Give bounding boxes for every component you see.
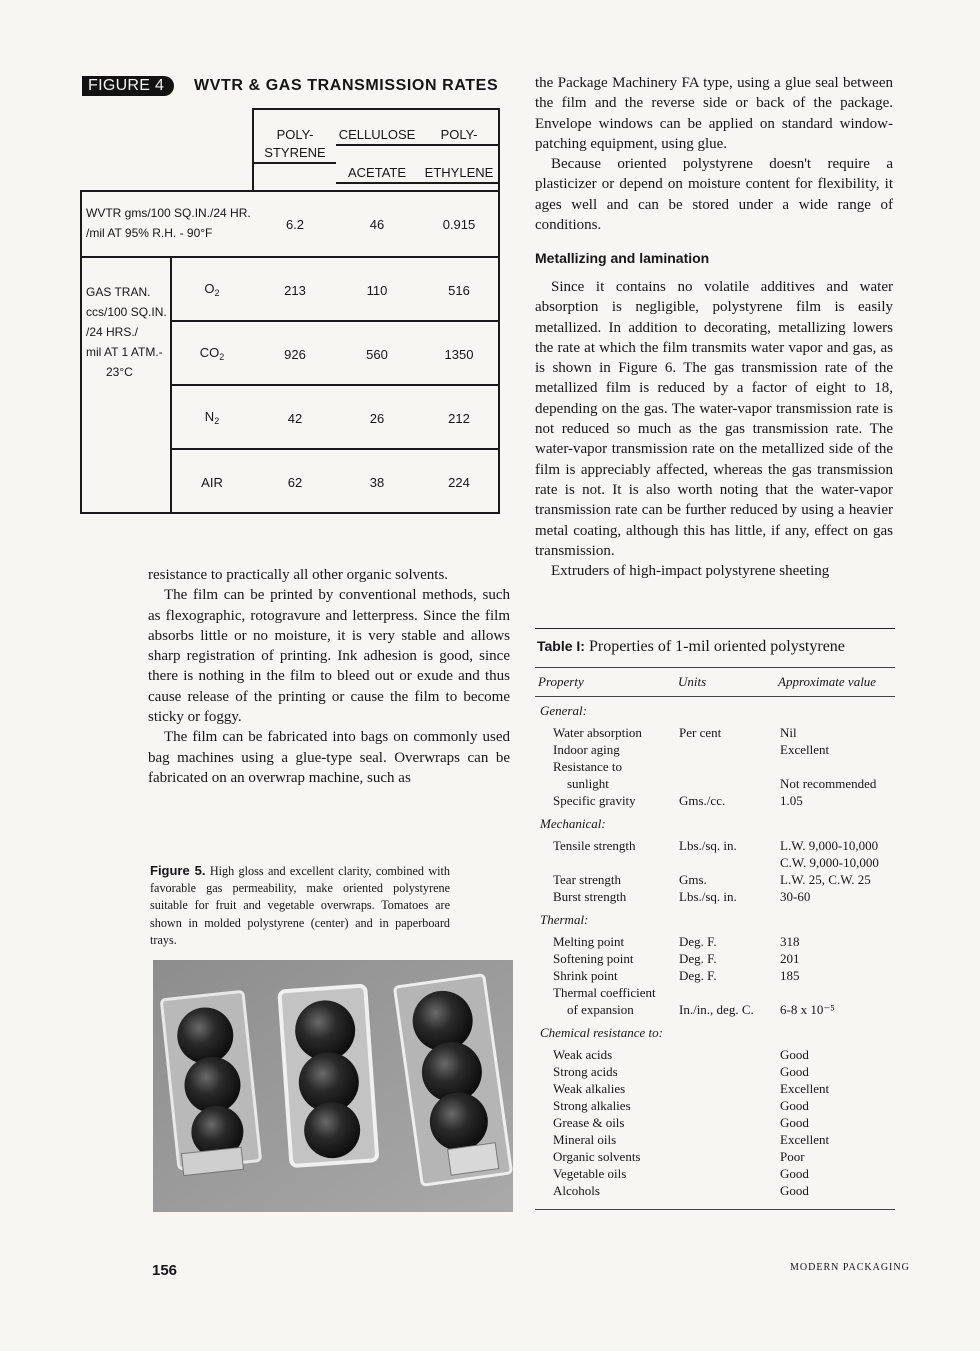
wvtr-label-line2: /mil AT 95% R.H. - 90°F <box>86 226 213 240</box>
table1-top-rule <box>535 628 895 629</box>
paragraph: Because oriented polystyrene doesn't require a plasticizer or depend on moisture content for flexibility, it ages well and can be stored under a wide range of conditions. <box>535 156 893 234</box>
gas-label: GAS TRAN. ccs/100 SQ.IN. /24 HRS./ mil AT 1 ATM.- 23°C <box>86 285 167 379</box>
wvtr-label-line1: WVTR gms/100 SQ.IN./24 HR. <box>86 206 251 220</box>
table1-property: Burst strength <box>553 889 627 904</box>
table1-header-units: Units <box>678 674 707 689</box>
right-column-text-mid <box>535 277 893 581</box>
table1-value: Good <box>780 1064 809 1079</box>
table1-header-value: Approximate value <box>778 674 877 689</box>
table1-value: Excellent <box>780 1132 830 1147</box>
table1-value: Not recommended <box>780 776 877 791</box>
gas-value: 212 <box>448 411 470 426</box>
table1-property: Resistance to <box>553 759 622 774</box>
table1-value: Good <box>780 1115 809 1130</box>
gas-value: 26 <box>369 411 385 426</box>
table1-property: Melting point <box>553 934 625 949</box>
table1-value: C.W. 9,000-10,000 <box>780 855 879 870</box>
left-column-text <box>148 565 510 788</box>
gas-value: 42 <box>287 411 303 426</box>
table1-units: Per cent <box>679 725 722 740</box>
table1-units: Gms./cc. <box>679 793 726 808</box>
table1-property: Strong acids <box>553 1064 618 1079</box>
table1-property: Tear strength <box>553 872 622 887</box>
table1-value: 185 <box>780 968 800 983</box>
gas-value: 224 <box>448 475 470 490</box>
table1-units: Lbs./sq. in. <box>679 838 737 853</box>
gas-name-co2: $CO_2$ <box>199 345 225 362</box>
figure5-label: Figure 5. <box>150 863 206 878</box>
table1-rule <box>535 667 895 668</box>
table1-label: Table I: <box>537 638 585 654</box>
figure4-title: WVTR & GAS TRANSMISSION RATES <box>194 77 499 94</box>
paragraph: Extruders of high-impact polystyrene sheeting <box>551 563 830 580</box>
paragraph: Since it contains no volatile additives and water absorption is negligible, polystyrene film is easily metallized. In addition to decorating, metallizing lowers the rate at which the film transmits water vapor and gas, as is shown in Figure 6. The gas transmission rate of the metallized film is reduced by a factor of eight to 18, depending on the gas. The water-vapor transmission rate is not reduced so much as the gas transmission rate. The water-vapor transmission rate on the metallized side of the film is appreciably affected, whereas the gas transmission rate is not. It is also worth noting that the water-vapor transmission rate can be further reduced by using a heavier metal coating, although this has little, if any, effect on gas transmission. <box>535 279 893 559</box>
table1-property: of expansion <box>567 1002 634 1017</box>
table1-header-property: Property <box>538 674 584 689</box>
table1-section-heading: Chemical resistance to: <box>540 1025 663 1040</box>
table1-value: 6-8 x 10⁻⁵ <box>780 1002 835 1017</box>
table1-property: Organic solvents <box>553 1149 641 1164</box>
table1-value: Good <box>780 1183 809 1198</box>
table1-property: Softening point <box>553 951 634 966</box>
table1-value: Poor <box>780 1149 805 1164</box>
table1-property: Weak alkalies <box>553 1081 626 1096</box>
gas-value: 926 <box>284 347 306 362</box>
table1-value: L.W. 25, C.W. 25 <box>780 872 871 887</box>
paragraph: the Package Machinery FA type, using a glue seal between the film and the reverse side or back of the package. Envelope windows can be applied on standard window-patching equipment, using glue. <box>535 75 893 152</box>
table1-section-heading: Mechanical: <box>540 816 606 831</box>
table1-value: Excellent <box>780 742 830 757</box>
paragraph: The film can be printed by conventional methods, such as flexographic, rotogravure and letterpress. Since the film absorbs little or no moisture, it is very stable and allows sharp registration of printing. Ink adhesion is good, since there is nothing in the film to bleed out or exude and thus cause release of the printing or cause the film to become sticky or foggy. <box>148 587 510 726</box>
magazine-name: MODERN PACKAGING <box>790 1262 910 1273</box>
table1-units: Lbs./sq. in. <box>679 889 737 904</box>
table1-units: Gms. <box>679 872 707 887</box>
figure5-caption-text: High gloss and excellent clarity, combined with favorable gas permeability, make oriented polystyrene suitable for fruit and vegetable overwraps. Tomatoes are shown in molded polystyrene (center) and in paperboard trays. <box>150 864 450 947</box>
table1-value: Excellent <box>780 1081 830 1096</box>
col-header-polystyrene: POLY- STYRENE <box>254 126 336 164</box>
gas-value: 516 <box>448 283 470 298</box>
table1-value: 1.05 <box>780 793 803 808</box>
table1-units: Deg. F. <box>679 951 717 966</box>
table1-property: Strong alkalies <box>553 1098 631 1113</box>
paragraph: The film can be fabricated into bags on commonly used bag machines using a glue-type seal. Overwraps can be fabricated on an overwrap machine, such as <box>148 729 510 786</box>
paragraph: resistance to practically all other organic solvents. <box>148 567 449 583</box>
table1-property: Grease & oils <box>553 1115 625 1130</box>
gas-name-n2: $N_2$ <box>204 409 220 426</box>
table1-units: Deg. F. <box>679 968 717 983</box>
table1-value: Good <box>780 1047 809 1062</box>
table1-rule <box>535 696 895 697</box>
gas-name-air: AIR <box>201 475 223 490</box>
table1-property: Indoor aging <box>553 742 620 757</box>
table1-units: In./in., deg. C. <box>679 1002 754 1017</box>
table1-property: Alcohols <box>553 1183 600 1198</box>
table1-units: Deg. F. <box>679 934 717 949</box>
table1-value: L.W. 9,000-10,000 <box>780 838 879 853</box>
page-number: 156 <box>152 1262 178 1279</box>
table1-property: Mineral oils <box>553 1132 617 1147</box>
gas-value: 110 <box>366 283 388 298</box>
right-column-text-top <box>535 73 893 235</box>
figure4-badge: FIGURE 4 <box>82 76 174 96</box>
table1-bottom-rule <box>535 1209 895 1210</box>
gas-value: 38 <box>369 475 385 490</box>
table1-property: Water absorption <box>553 725 642 740</box>
table1-property: Shrink point <box>553 968 618 983</box>
gas-value: 62 <box>287 475 303 490</box>
wvtr-value: 6.2 <box>285 217 305 232</box>
table1-property: sunlight <box>567 776 609 791</box>
tomato-trays-photo <box>153 960 513 1212</box>
figure4-header <box>82 74 500 102</box>
table1-value: 201 <box>780 951 800 966</box>
section-heading: Metallizing and lamination <box>535 250 710 266</box>
gas-value: 213 <box>284 283 306 298</box>
wvtr-value: 46 <box>369 217 385 232</box>
table1-value: Good <box>780 1166 809 1181</box>
table1-property: Specific gravity <box>553 793 636 808</box>
table1-value: 318 <box>780 934 800 949</box>
col-header-polyethylene: POLY- ETHYLENE <box>418 126 500 184</box>
table1-section-heading: Thermal: <box>540 912 589 927</box>
figure4-table <box>80 108 500 513</box>
table1-property: Weak acids <box>553 1047 613 1062</box>
table1-title: Table I: Properties of 1-mil oriented polystyrene <box>537 638 845 655</box>
wvtr-value: 0.915 <box>442 217 476 232</box>
col-header-cellulose-acetate: CELLULOSE ACETATE <box>336 126 418 184</box>
gas-value: 1350 <box>444 347 474 362</box>
gas-name-o2: $O_2$ <box>204 281 220 298</box>
table1-section-heading: General: <box>540 703 587 718</box>
figure5-caption <box>150 862 450 949</box>
table1-property: Tensile strength <box>553 838 636 853</box>
table1-value: Good <box>780 1098 809 1113</box>
gas-value: 560 <box>366 347 388 362</box>
table1-property: Vegetable oils <box>553 1166 627 1181</box>
table1-value: 30-60 <box>780 889 811 904</box>
table1-property: Thermal coefficient <box>553 985 656 1000</box>
table1-value: Nil <box>780 725 797 740</box>
